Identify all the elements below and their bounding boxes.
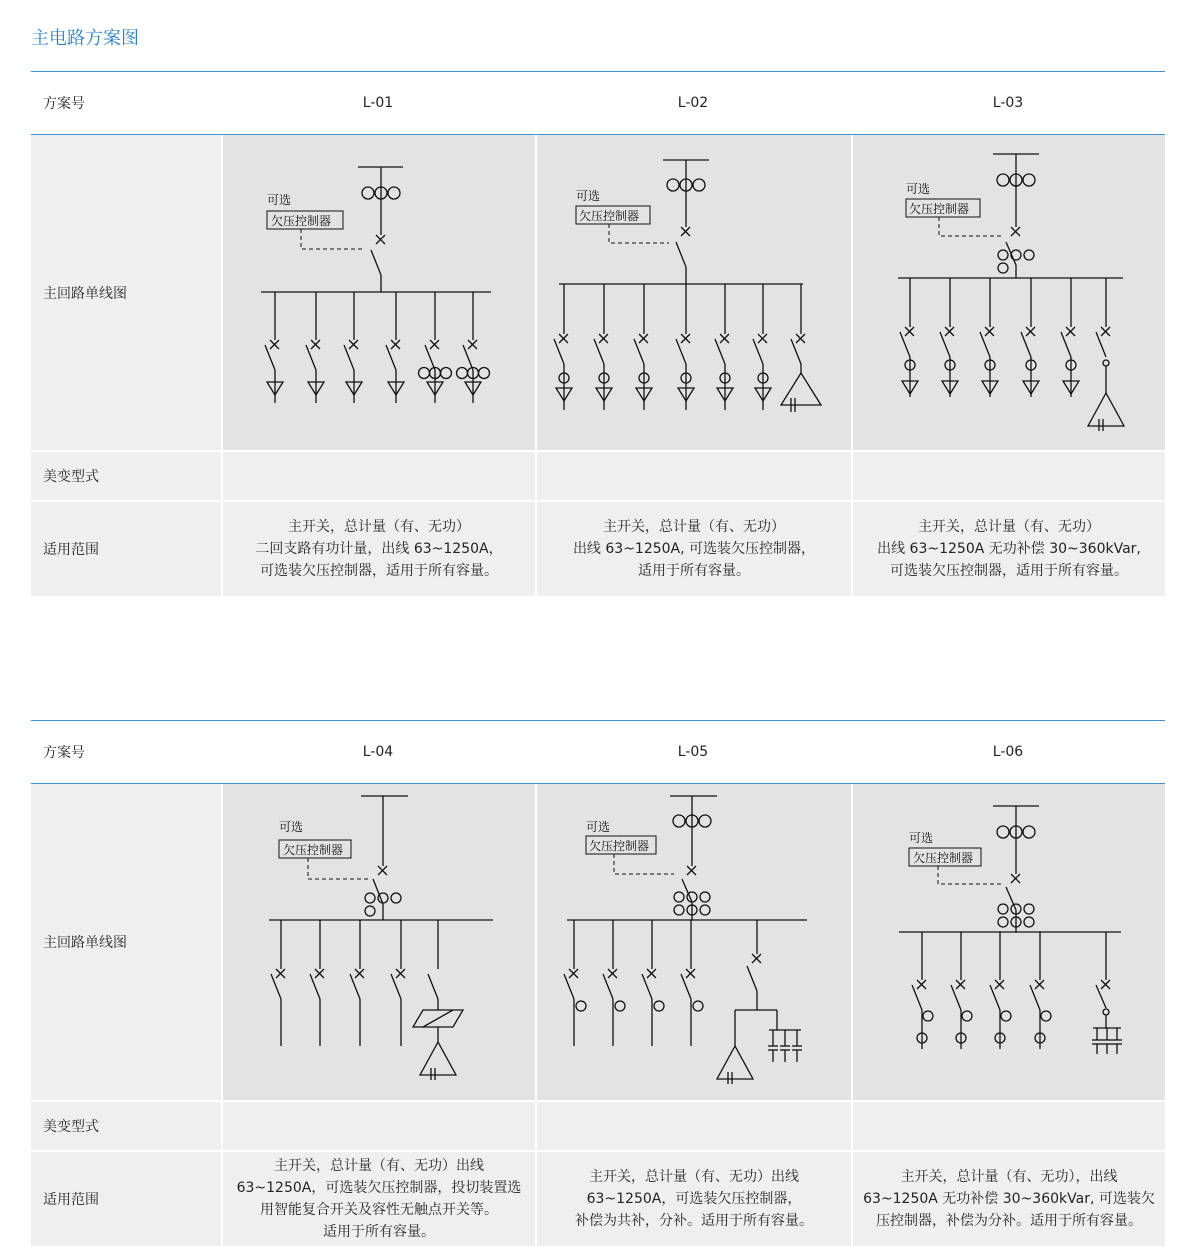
application-l01: 主开关，总计量（有、无功） 二回支路有功计量，出线 63~1250A， 可选装欠压控制器，适用于所有容量。 xyxy=(221,502,535,596)
application-l04: 主开关，总计量（有、无功）出线 63~1250A，可选装欠压控制器，投切装置选 用智能复合开关及容性无触点开关等。 适用于所有容量。 xyxy=(221,1152,535,1246)
undervoltage-text: 欠压控制器 xyxy=(579,209,640,223)
application-row xyxy=(31,1150,1165,1246)
optional-text: 可选 xyxy=(906,182,931,196)
scheme-id-l04: L-04 xyxy=(221,721,535,783)
style-cell-l03 xyxy=(851,452,1165,500)
application-l03: 主开关，总计量（有、无功） 出线 63~1250A 无功补偿 30~360kVar, 可选装欠压控制器，适用于所有容量。 xyxy=(851,502,1165,596)
style-cell-l04 xyxy=(221,1102,535,1150)
style-cell-l01 xyxy=(221,452,535,500)
diagram-row xyxy=(31,784,1165,1100)
header-row xyxy=(31,72,1165,134)
diagram-l06 xyxy=(851,784,1165,1100)
scheme-table-2 xyxy=(31,720,1165,1246)
optional-text: 可选 xyxy=(586,820,611,834)
undervoltage-text: 欠压控制器 xyxy=(589,839,650,853)
application-l02: 主开关，总计量（有、无功） 出线 63~1250A, 可选装欠压控制器， 适用于所有容量。 xyxy=(535,502,851,596)
diagram-row xyxy=(31,135,1165,450)
optional-text: 可选 xyxy=(909,831,934,845)
page-title: 主电路方案图 xyxy=(31,28,139,49)
style-row xyxy=(31,1100,1165,1150)
style-row xyxy=(31,450,1165,500)
scheme-id-l03: L-03 xyxy=(851,72,1165,134)
scheme-id-l05: L-05 xyxy=(535,721,851,783)
application-l06: 主开关，总计量（有、无功），出线 63~1250A 无功补偿 30~360kVar, 可选装欠 压控制器，补偿为分补。适用于所有容量。 xyxy=(851,1152,1165,1246)
diagram-l03 xyxy=(851,135,1165,450)
main-circuit-label: 主回路单线图 xyxy=(31,135,221,450)
style-label: 美变型式 xyxy=(31,452,221,500)
feeder-branch xyxy=(265,292,283,403)
diagram-l01 xyxy=(221,135,535,450)
undervoltage-text: 欠压控制器 xyxy=(909,202,970,216)
style-cell-l05 xyxy=(535,1102,851,1150)
scheme-id-l06: L-06 xyxy=(851,721,1165,783)
application-label: 适用范围 xyxy=(31,502,221,596)
undervoltage-text: 欠压控制器 xyxy=(271,214,332,228)
style-label: 美变型式 xyxy=(31,1102,221,1150)
optional-text: 可选 xyxy=(279,820,304,834)
scheme-no-label: 方案号 xyxy=(31,721,221,783)
undervoltage-text: 欠压控制器 xyxy=(913,851,974,865)
optional-text: 可选 xyxy=(267,193,292,207)
scheme-id-l01: L-01 xyxy=(221,72,535,134)
application-l05: 主开关，总计量（有、无功）出线 63~1250A，可选装欠压控制器， 补偿为共补，分补。适用于所有容量。 xyxy=(535,1152,851,1246)
style-cell-l02 xyxy=(535,452,851,500)
application-row xyxy=(31,500,1165,596)
diagram-l05 xyxy=(535,784,851,1100)
application-label: 适用范围 xyxy=(31,1152,221,1246)
scheme-no-label: 方案号 xyxy=(31,72,221,134)
scheme-id-l02: L-02 xyxy=(535,72,851,134)
diagram-l04 xyxy=(221,784,535,1100)
scheme-table-1 xyxy=(31,71,1165,596)
optional-text: 可选 xyxy=(576,189,601,203)
undervoltage-text: 欠压控制器 xyxy=(283,843,344,857)
style-cell-l06 xyxy=(851,1102,1165,1150)
main-circuit-label: 主回路单线图 xyxy=(31,784,221,1100)
diagram-l02 xyxy=(535,135,851,450)
header-row xyxy=(31,721,1165,783)
